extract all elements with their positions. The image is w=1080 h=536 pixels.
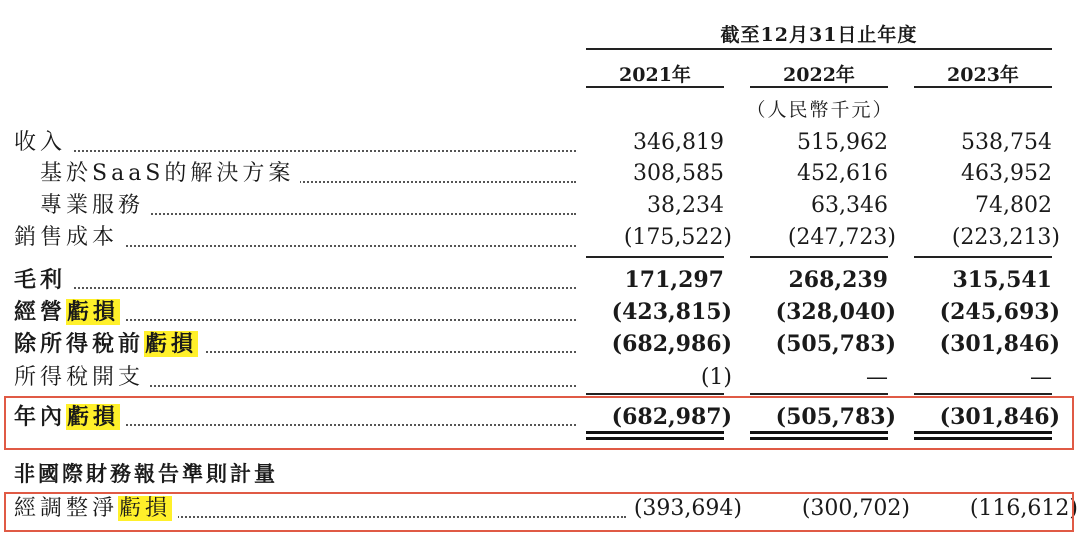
subtotal-rule-2023 [914,256,1052,258]
gross-profit-label [14,265,576,295]
adjusted-value-2022: (300,702) [801,496,910,521]
revenue-row [0,128,1080,158]
professional-services-row [0,191,1080,221]
loss-before-tax-value-2023: (301,846) [939,331,1060,357]
loss-for-year-label-text: 年內 [14,404,67,430]
cost-of-sales-value-2021: (175,522) [623,225,732,250]
operating-loss-label-text: 經營 [14,299,67,325]
revenue-label-text: 收入 [14,130,67,155]
loss-for-year-label-highlight: 虧損 [67,404,120,430]
adjusted-value-2021: (393,694) [633,496,742,521]
pre-total-rule-2022 [750,393,888,395]
gross-profit-value-2021: 171,297 [624,267,724,293]
professional-services-value-2022: 63,346 [811,193,888,218]
saas-solutions-value-2021: 308,585 [633,161,724,186]
cost-of-sales-value-2022: (247,723) [787,225,896,250]
saas-solutions-label [40,159,576,189]
saas-solutions-label-text: 基於SaaS的解決方案 [40,161,295,186]
professional-services-value-2023: 74,802 [975,193,1052,218]
income-tax-expense-value-2021: (1) [700,365,732,390]
leader-dots [14,150,576,152]
loss-before-tax-value-2022: (505,783) [775,331,896,357]
adjusted-value-2023: (116,612) [969,496,1078,521]
unit-label: （人民幣千元） [746,99,894,121]
cost-of-sales-label [14,223,576,253]
professional-services-label [40,191,576,221]
loss-before-tax-label [14,329,576,359]
year-2023: 2023年 [947,64,1019,86]
operating-loss-value-2022: (328,040) [775,299,896,325]
subtotal-rule-2022 [750,256,888,258]
subtotal-rule-2021 [586,256,724,258]
revenue-value-2022: 515,962 [797,130,888,155]
operating-loss-label-highlight: 虧損 [67,299,120,325]
operating-loss-row [0,297,1080,327]
income-tax-expense-label-text: 所得稅開支 [14,365,145,390]
gross-profit-row [0,265,1080,295]
year-rule-2023 [914,86,1052,88]
adjusted-label-text: 經調整淨 [14,496,119,521]
income-tax-expense-value-2022: — [866,365,888,390]
operating-loss-value-2021: (423,815) [611,299,732,325]
loss-before-tax-label-highlight: 虧損 [145,331,198,357]
saas-solutions-row [0,159,1080,189]
professional-services-value-2021: 38,234 [647,193,724,218]
gross-profit-value-2022: 268,239 [788,267,888,293]
revenue-value-2023: 538,754 [961,130,1052,155]
pre-total-rule-2023 [914,393,1052,395]
income-tax-expense-value-2023: — [1030,365,1052,390]
income-tax-expense-label [14,363,576,393]
adjusted-label-highlight: 虧損 [119,496,172,521]
loss-for-year-value-2022: (505,783) [775,404,896,430]
year-rule-2021 [586,86,724,88]
leader-dots [14,287,576,289]
professional-services-label-text: 專業服務 [40,193,145,218]
income-tax-expense-row [0,363,1080,393]
year-2021: 2021年 [619,64,691,86]
loss-for-year-value-2021: (682,987) [611,404,732,430]
gross-profit-value-2023: 315,541 [952,267,1052,293]
saas-solutions-value-2023: 463,952 [961,161,1052,186]
loss-before-tax-label-text: 除所得稅前 [14,331,145,357]
operating-loss-value-2023: (245,693) [939,299,1060,325]
loss-before-tax-row [0,329,1080,359]
gross-profit-label-text: 毛利 [14,267,67,293]
saas-solutions-value-2022: 452,616 [797,161,888,186]
revenue-value-2021: 346,819 [633,130,724,155]
operating-loss-label [14,297,576,327]
year-2022: 2022年 [783,64,855,86]
cost-of-sales-value-2023: (223,213) [951,225,1060,250]
loss-for-year-highlight-box [4,396,1074,450]
revenue-label [14,128,576,158]
cost-of-sales-row [0,223,1080,253]
pre-total-rule-2021 [586,393,724,395]
caption-rule [586,48,1052,50]
loss-for-year-value-2023: (301,846) [939,404,1060,430]
year-rule-2022 [750,86,888,88]
non-ifrs-title: 非國際財務報告準則計量 [14,461,278,486]
period-caption: 截至12月31日止年度 [720,24,918,46]
cost-of-sales-label-text: 銷售成本 [14,225,119,250]
loss-before-tax-value-2021: (682,986) [611,331,732,357]
